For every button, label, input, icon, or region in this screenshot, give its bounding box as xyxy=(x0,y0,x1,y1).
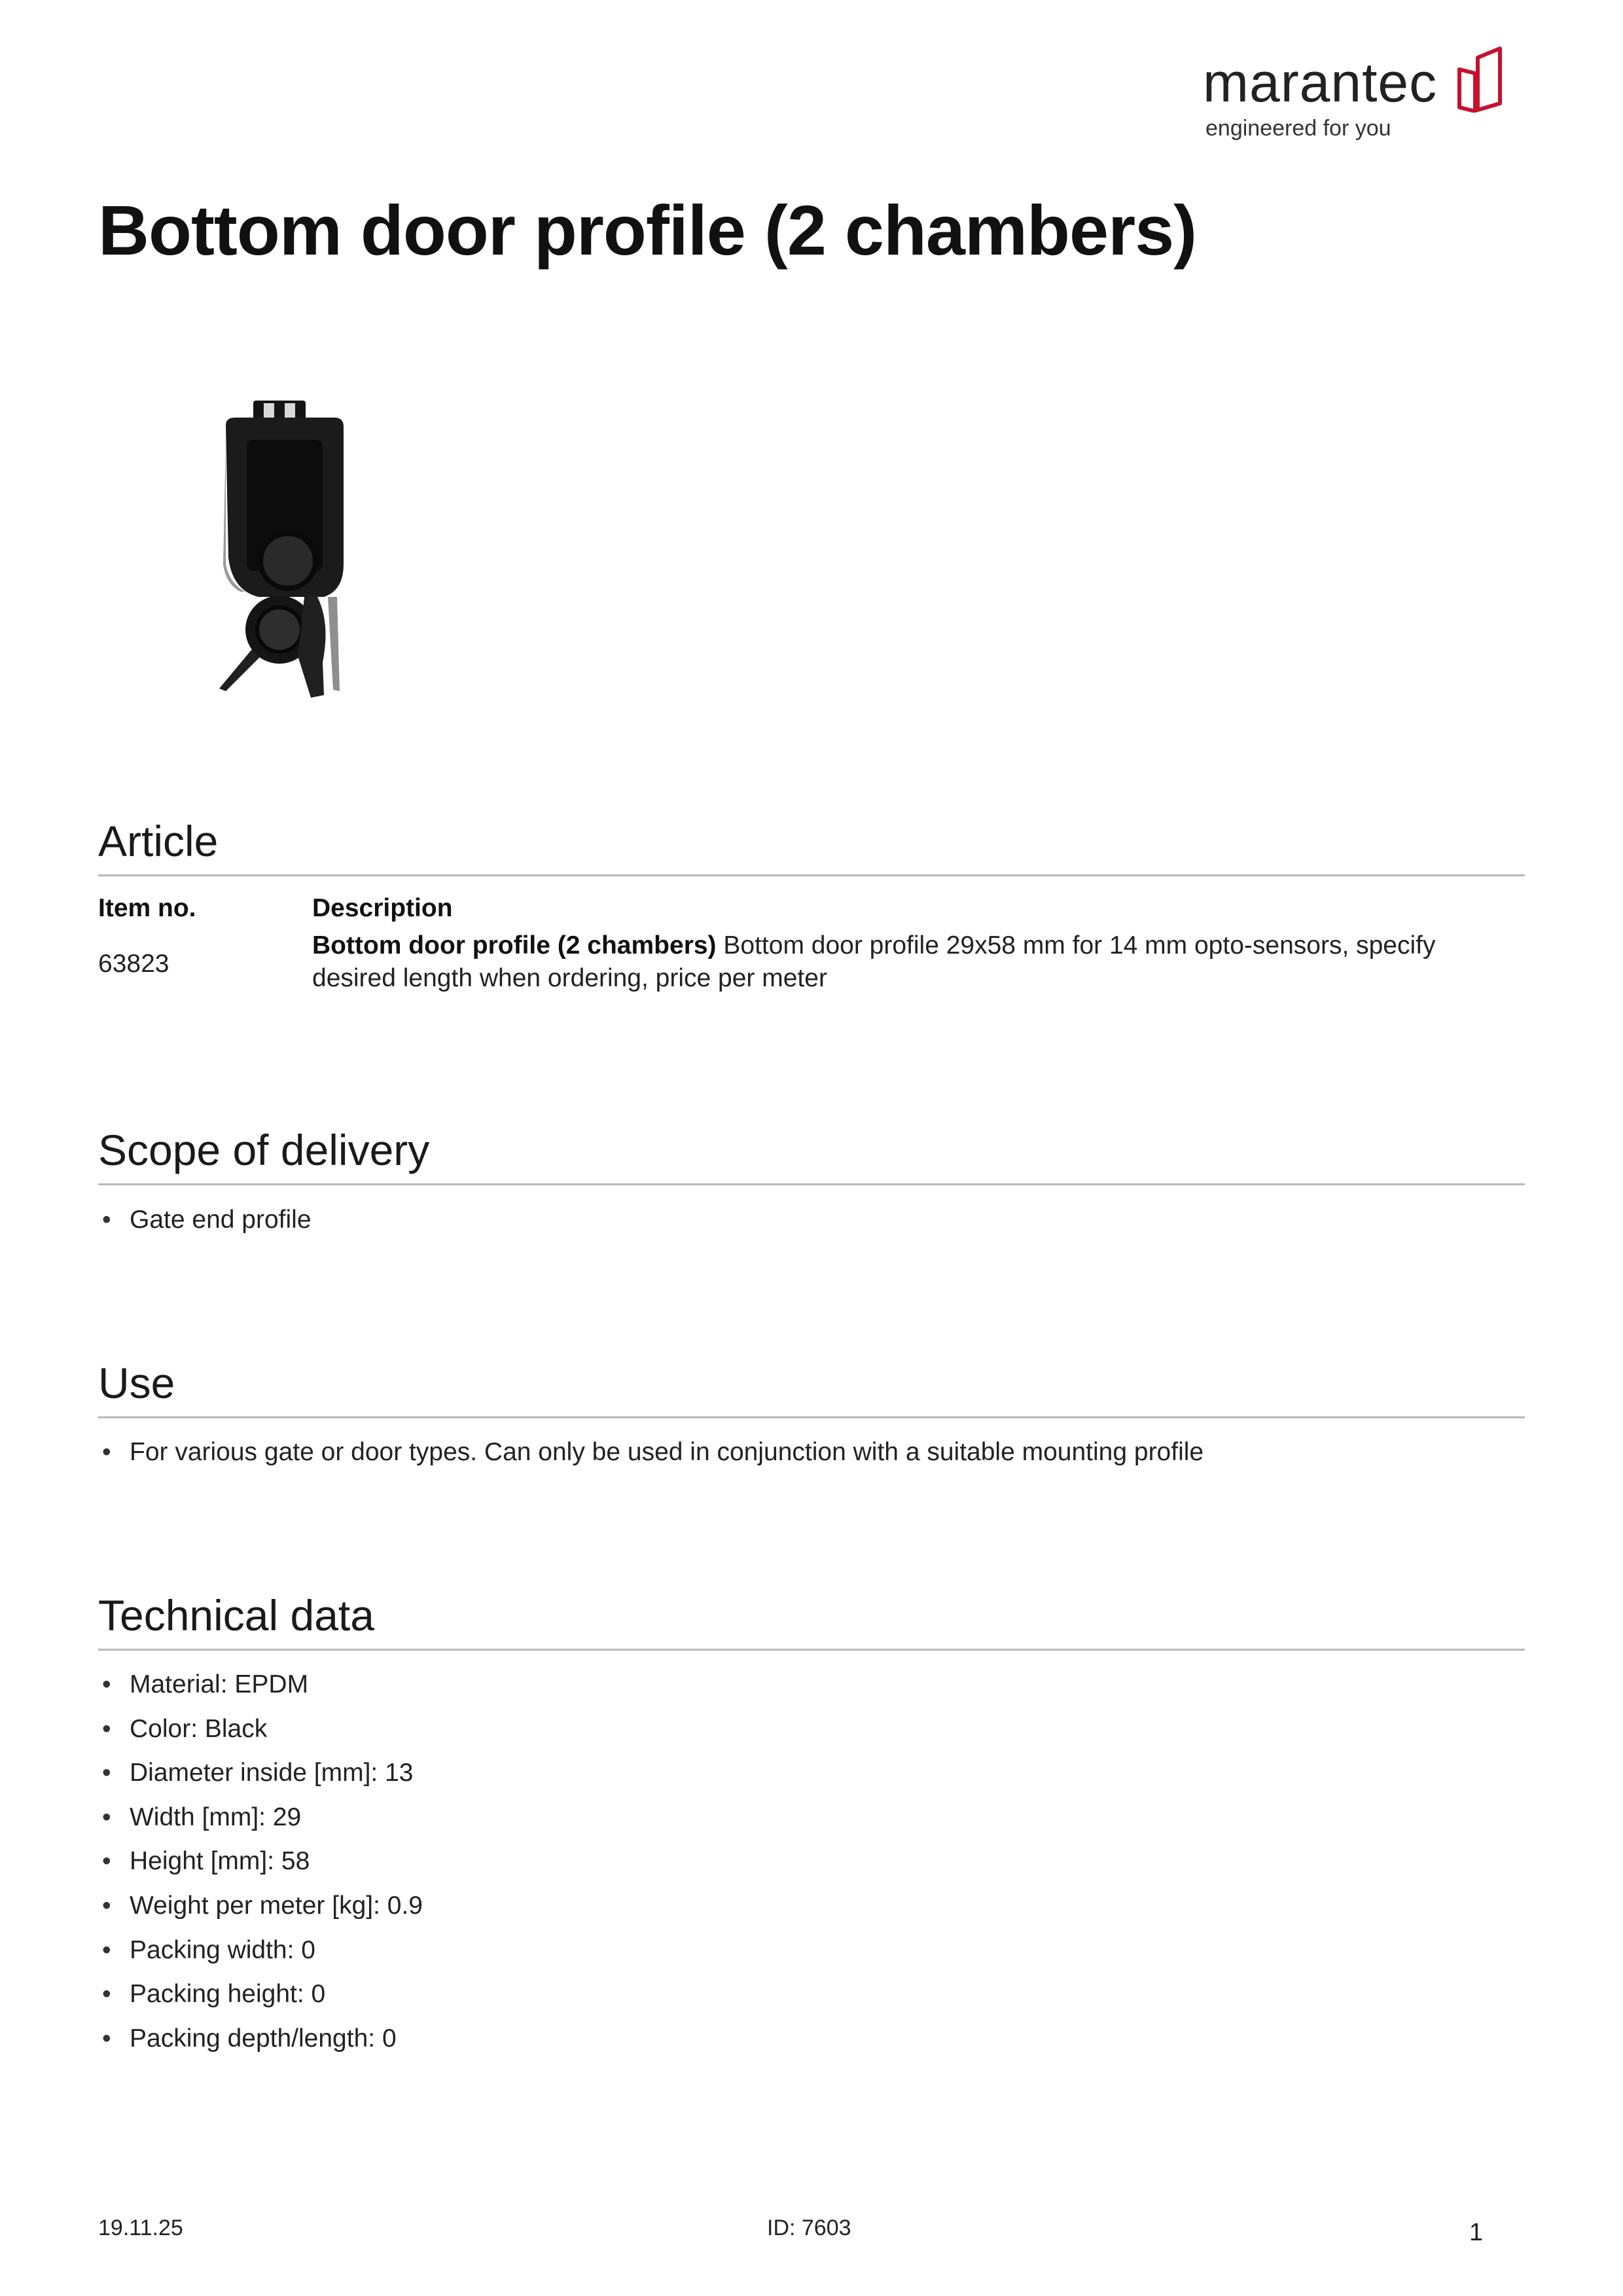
scope-item: • Gate end profile xyxy=(98,1198,312,1242)
tech-item-height: • Height [mm]: 58 xyxy=(98,1839,423,1884)
use-item: • For various gate or door types. Can only be used in conjunction with a suitable mounting profile xyxy=(98,1430,1204,1475)
item-no-header: Item no. xyxy=(98,894,196,922)
description-title: Bottom door profile (2 chambers) xyxy=(312,931,717,960)
tech-item-packing-width: • Packing width: 0 xyxy=(98,1928,423,1973)
use-heading: Use xyxy=(98,1359,1525,1418)
technical-list xyxy=(98,1662,423,2060)
brand-tagline: engineered for you xyxy=(1205,116,1391,141)
article-heading: Article xyxy=(98,817,1525,876)
description-value xyxy=(312,929,1490,995)
footer-date: 19.11.25 xyxy=(98,2215,183,2240)
tech-item-diameter: • Diameter inside [mm]: 13 xyxy=(98,1751,423,1795)
technical-heading: Technical data xyxy=(98,1592,1525,1651)
tech-item-weight: • Weight per meter [kg]: 0.9 xyxy=(98,1884,423,1928)
tech-item-width: • Width [mm]: 29 xyxy=(98,1795,423,1840)
page-title: Bottom door profile (2 chambers) xyxy=(98,190,1197,270)
product-image xyxy=(206,401,363,702)
tech-item-color: • Color: Black xyxy=(98,1707,423,1751)
item-no-value: 63823 xyxy=(98,950,169,978)
use-list xyxy=(98,1430,1204,1475)
description-header: Description xyxy=(312,894,453,922)
footer-id: ID: 7603 xyxy=(767,2215,851,2240)
description-text: Bottom door profile 29x58 mm for 14 mm opto-sensors, specify desired length when ordering, price per meter xyxy=(312,931,1436,992)
footer-page-number: 1 xyxy=(1469,2219,1484,2246)
scope-list xyxy=(98,1198,312,1242)
tech-item-packing-height: • Packing height: 0 xyxy=(98,1972,423,2017)
brand-logo xyxy=(1203,41,1504,145)
tech-item-material: • Material: EPDM xyxy=(98,1662,423,1707)
brand-name: marantec xyxy=(1203,52,1438,113)
brand-mark-icon xyxy=(1455,45,1504,113)
tech-item-packing-depth: • Packing depth/length: 0 xyxy=(98,2017,423,2061)
scope-heading: Scope of delivery xyxy=(98,1126,1525,1185)
